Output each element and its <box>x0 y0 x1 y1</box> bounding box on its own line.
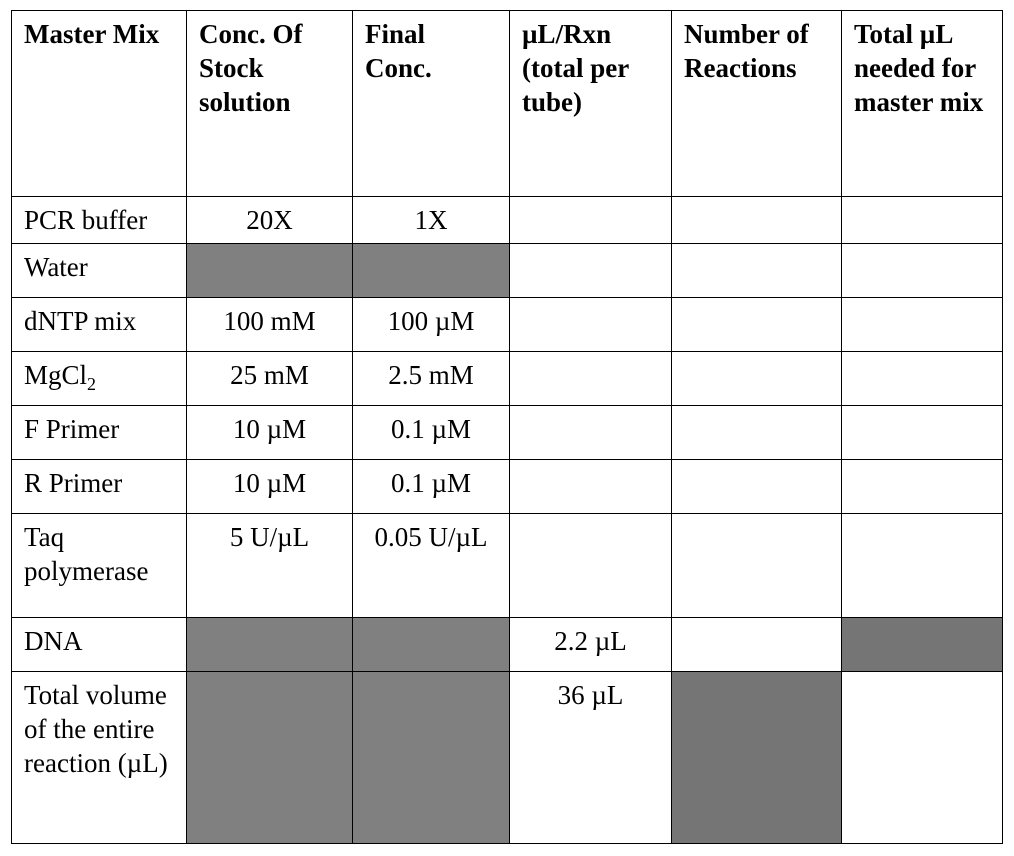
header-master-mix: Master Mix <box>12 11 187 197</box>
header-ul-per-rxn: µL/Rxn (total per tube) <box>510 11 672 197</box>
cell-stock-shaded <box>187 244 353 298</box>
cell-num-rxn-shaded <box>672 672 842 844</box>
header-num-reactions: Number of Reactions <box>672 11 842 197</box>
table-row-pcr-buffer <box>12 197 1003 244</box>
cell-component: Total volume of the entire reaction (µL) <box>12 672 187 844</box>
cell-num-rxn <box>672 406 842 460</box>
cell-ul-per-rxn <box>510 197 672 244</box>
cell-num-rxn <box>672 298 842 352</box>
cell-component: DNA <box>12 618 187 672</box>
cell-total-shaded <box>842 618 1003 672</box>
cell-stock: 10 µM <box>187 460 353 514</box>
cell-final-shaded <box>353 672 510 844</box>
cell-component: Water <box>12 244 187 298</box>
header-row <box>12 11 1003 197</box>
cell-final: 100 µM <box>353 298 510 352</box>
cell-final: 1X <box>353 197 510 244</box>
cell-num-rxn <box>672 352 842 406</box>
cell-ul-per-rxn: 2.2 µL <box>510 618 672 672</box>
cell-final-shaded <box>353 244 510 298</box>
cell-num-rxn <box>672 460 842 514</box>
cell-stock: 100 mM <box>187 298 353 352</box>
mgcl-subscript: 2 <box>87 374 97 394</box>
cell-total <box>842 406 1003 460</box>
cell-total <box>842 197 1003 244</box>
cell-num-rxn <box>672 618 842 672</box>
cell-stock-shaded <box>187 618 353 672</box>
cell-ul-per-rxn <box>510 244 672 298</box>
table-row-r-primer <box>12 460 1003 514</box>
cell-stock: 20X <box>187 197 353 244</box>
table-row-mgcl2 <box>12 352 1003 406</box>
cell-component: PCR buffer <box>12 197 187 244</box>
table-row-total-volume <box>12 672 1003 844</box>
table-row-dna <box>12 618 1003 672</box>
cell-total <box>842 460 1003 514</box>
cell-ul-per-rxn <box>510 514 672 618</box>
table-row-water <box>12 244 1003 298</box>
cell-final-shaded <box>353 618 510 672</box>
cell-ul-per-rxn <box>510 298 672 352</box>
cell-component: dNTP mix <box>12 298 187 352</box>
cell-ul-per-rxn: 36 µL <box>510 672 672 844</box>
cell-final: 0.1 µM <box>353 406 510 460</box>
header-stock-conc: Conc. Of Stock solution <box>187 11 353 197</box>
cell-stock: 5 U/µL <box>187 514 353 618</box>
cell-stock: 25 mM <box>187 352 353 406</box>
cell-final: 2.5 mM <box>353 352 510 406</box>
cell-total <box>842 352 1003 406</box>
cell-component: F Primer <box>12 406 187 460</box>
cell-final: 0.1 µM <box>353 460 510 514</box>
cell-ul-per-rxn <box>510 406 672 460</box>
cell-component <box>12 352 187 406</box>
cell-num-rxn <box>672 244 842 298</box>
mgcl-label: MgCl <box>24 360 88 390</box>
cell-total <box>842 514 1003 618</box>
cell-stock-shaded <box>187 672 353 844</box>
cell-component: R Primer <box>12 460 187 514</box>
table-row-f-primer <box>12 406 1003 460</box>
cell-ul-per-rxn <box>510 460 672 514</box>
master-mix-table <box>11 10 1003 844</box>
cell-stock: 10 µM <box>187 406 353 460</box>
cell-component: Taq polymerase <box>12 514 187 618</box>
cell-final: 0.05 U/µL <box>353 514 510 618</box>
cell-total <box>842 298 1003 352</box>
cell-ul-per-rxn <box>510 352 672 406</box>
cell-total <box>842 244 1003 298</box>
cell-total <box>842 672 1003 844</box>
table-row-taq <box>12 514 1003 618</box>
table-row-dntp <box>12 298 1003 352</box>
cell-num-rxn <box>672 514 842 618</box>
header-total-ul: Total µL needed for master mix <box>842 11 1003 197</box>
cell-num-rxn <box>672 197 842 244</box>
header-final-conc: Final Conc. <box>353 11 510 197</box>
